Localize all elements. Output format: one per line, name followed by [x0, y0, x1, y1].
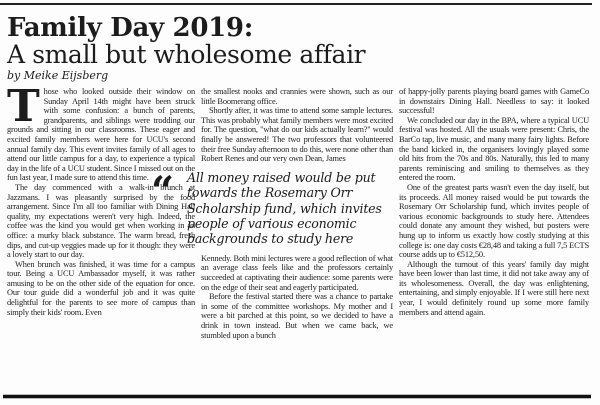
paragraph-text: One of the greatest parts wasn't even the day itself, but its proceeds. All money raised would be put towards the Rosemary Orr Scholarship fund, which invites people of various economic backgrounds to study here. Attendees could donate any amount they wished, but posters were hung up to inform us exactly how costly studying at this college is: one day costs €28,48 and taking a full 7,5 ECTS course adds up to €512,50.	[399, 182, 589, 260]
headline: Family Day 2019:	[7, 13, 254, 43]
article-column-3	[399, 87, 589, 391]
article-body	[7, 81, 589, 391]
paragraph	[399, 116, 589, 183]
paragraph: When brunch was finished, it was time for a campus tour. Being a UCU Ambassador myself, it was rather amusing to be on the other side of the equation for once. Our tour guide did a wonderful job and it was quite delightful for the parents to see more of campus than simply their kids' room. Even	[7, 259, 195, 317]
subheadline: A small but wholesome affair	[7, 40, 366, 69]
paragraph: Shortly after, it was time to attend some sample lectures. This was probably what family members were most excited for. The question, "what do our kids actually learn?" would finally be answered! The two professors that volunteered their free Sunday afternoon to do this, were none other than Robert Renes and our very own Dean, James	[201, 106, 393, 164]
pull-quote-text: All money raised would be put towards the Rosemary Orr Scholarship fund, which invites people of various economic backgrounds to study here	[187, 169, 382, 247]
paragraph-text: We concluded our day in the BPA, where a typical UCU festival was hosted. All the usuals were present: Chris, the BarCo tap, live music, and many many fairy lights. Before the band kicked in, the organisers lovingly played some old hits from the 70s and 80s. Naturally, this led to many parents reminiscing and smiling to themselves as they entered the room.	[399, 115, 589, 183]
bottom-rule	[3, 394, 591, 399]
paragraph-text: hose who looked outside their window on Sunday April 14th might have been struck with some confusion: a bunch of parents, grandparents, and siblings were trodding our grounds and sitting in our classrooms. These eager and excited family members were here for UCU's second annual family day. This event invites family of all ages to attend our little campus for a day, to experience a typical day in the life of a UCU student. Since I missed out on the fun last year, I made sure to attend this time.	[7, 87, 195, 183]
paragraph: Kennedy. Both mini lectures were a good reflection of what an average class feels like and the professors certainly succeeded at captivating their audience: some parents were on the edge of their seat and eagerly participated.	[201, 253, 393, 292]
paragraph	[399, 183, 589, 260]
paragraph: The day commenced with a walk-in brunch at Jazzmans. I was pleasantly surprised by the food arrangement. Since I'm all too familiar with Dining Hall quality, my expectations weren't very high. Indeed, the coffee was the kind you would get when working in an office: a murky black substance. The warm bread, fresh dips, and cut-up veggies made up for it though: they were a lovely start to our day.	[7, 182, 195, 260]
article-column-2	[151, 87, 393, 391]
paragraph: the smallest nooks and crannies were shown, such as our little Boomerang office.	[201, 87, 393, 106]
quote-mark-icon: “	[151, 167, 174, 215]
paragraph: of happy-jolly parents playing board games with GameCo in downstairs Dining Hall. Needless to say: it looked successful!	[399, 87, 589, 116]
pull-quote	[151, 167, 396, 248]
byline: by Meike Eijsberg	[7, 69, 109, 82]
paragraph: Before the festival started there was a chance to partake in some of the committee workshops. My mother and I were a bit parched at this point, so we decided to have a drink in town instead. But when we came back, we stumbled upon a bunch	[201, 292, 393, 340]
top-rule	[0, 3, 592, 5]
drop-cap: T	[7, 81, 40, 132]
paragraph: Although the turnout of this years' family day might have been lower than last time, it did not take away any of its wholesomeness. Overall, the day was enlightening, entertaining, and simply enjoyable. If I were still here next year, I would definitely round up some more family members and attend again.	[399, 259, 589, 317]
